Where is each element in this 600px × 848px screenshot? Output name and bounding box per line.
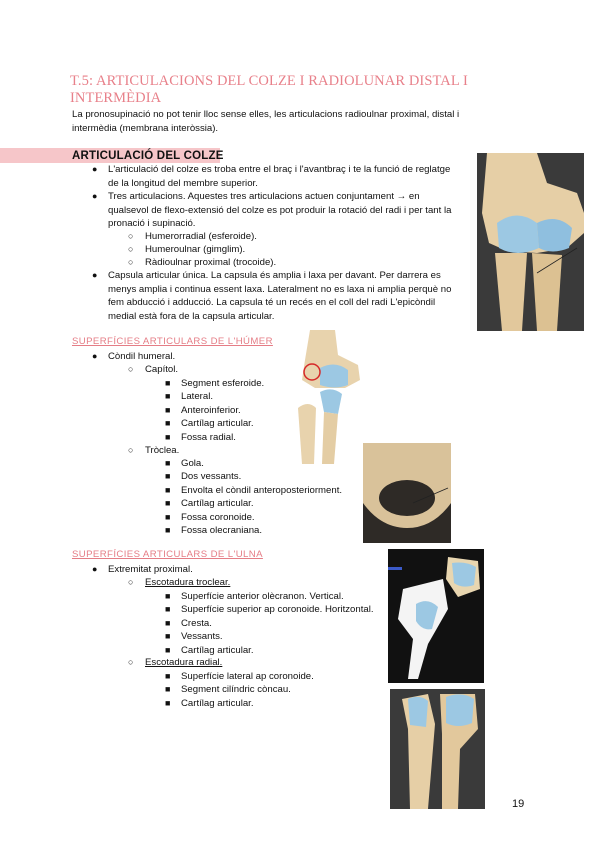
trochlea-illustration — [363, 443, 451, 543]
list-item: Superfície anterior olècranon. Vertical. — [181, 591, 344, 602]
square-bullet-icon: ■ — [165, 418, 171, 429]
square-bullet-icon: ■ — [165, 631, 171, 642]
bullet-icon: ● — [92, 164, 98, 174]
list-item: Fossa olecraniana. — [181, 525, 263, 536]
list-item: Cartílag articular. — [181, 644, 254, 656]
circle-bullet-icon: ○ — [128, 244, 134, 254]
circle-bullet-icon: ○ — [128, 445, 134, 455]
list-item: Capítol. — [145, 364, 179, 375]
intro-paragraph: La pronosupinació no pot tenir lloc sense elles, les articulacions radioulnar proximal, distal i intermèdia (membrana interòssia). — [72, 109, 460, 134]
square-bullet-icon: ■ — [165, 525, 171, 535]
square-bullet-icon: ■ — [165, 684, 171, 695]
bullet-text: L'articulació del colze es troba entre el braç i l'avantbraç i te la funció de reglatge de la longitud del membre superior. — [108, 164, 451, 189]
list-item: Fossa coronoide. — [181, 511, 255, 523]
square-bullet-icon: ■ — [165, 404, 171, 415]
list-item: Extremitat proximal. — [108, 564, 193, 575]
square-bullet-icon: ■ — [165, 484, 171, 495]
page-title: T.5: ARTICULACIONS DEL COLZE I RADIOLUNAR DISTAL I INTERMÈDIA — [70, 73, 468, 106]
circle-bullet-icon: ○ — [128, 257, 134, 267]
elbow-joint-illustration — [477, 153, 584, 331]
square-bullet-icon: ■ — [165, 617, 171, 628]
bullet-icon: ● — [92, 191, 98, 201]
page-number: 19 — [512, 798, 525, 810]
list-item: Humeroulnar (gimglim). — [145, 244, 246, 255]
list-item: Segment esferoide. — [181, 378, 265, 389]
humerus-illustration — [290, 330, 362, 464]
bullet-text: Capsula articular única. La capsula és amplia i laxa per davant. Per darrera es menys amplia i continua essent laxa. Lateralment no es laxa ni amplia perquè no fem abducció i adducció. La capsula té un recés en el coll del radi L'epicòndil medial està fora de la capsula articular. — [108, 270, 452, 322]
list-item: Vessants. — [181, 631, 223, 643]
square-bullet-icon: ■ — [165, 431, 171, 442]
list-item: Envolta el còndil anteroposteriorment. — [181, 484, 343, 496]
square-bullet-icon: ■ — [165, 671, 171, 681]
square-bullet-icon: ■ — [165, 378, 171, 388]
square-bullet-icon: ■ — [165, 697, 171, 708]
list-item: Gola. — [181, 458, 204, 469]
square-bullet-icon: ■ — [165, 604, 171, 615]
list-item: Còndil humeral. — [108, 351, 176, 362]
bullet-icon: ● — [92, 270, 98, 280]
list-item: Escotadura troclear. — [145, 577, 231, 588]
circle-bullet-icon: ○ — [128, 364, 134, 374]
bullet-text: Tres articulacions. Aquestes tres articulacions actuen conjuntament → en qualsevol de flexo-extensió del colze es pot produir la rotació del radi i per tant la pronació i supinació. — [108, 191, 452, 229]
subsection-heading-humer: SUPERFÍCIES ARTICULARS DE L'HÚMER — [72, 336, 273, 347]
list-item: Cartílag articular. — [181, 418, 254, 430]
list-item: Fossa radial. — [181, 431, 236, 443]
circle-bullet-icon: ○ — [128, 577, 134, 587]
list-item: Escotadura radial. — [145, 657, 223, 668]
list-item: Humerorradial (esferoide). — [145, 231, 257, 242]
square-bullet-icon: ■ — [165, 471, 171, 482]
square-bullet-icon: ■ — [165, 644, 171, 655]
circle-bullet-icon: ○ — [128, 657, 134, 667]
list-item: Cartílag articular. — [181, 498, 254, 510]
list-item: Tròclea. — [145, 445, 180, 456]
circle-bullet-icon: ○ — [128, 231, 134, 241]
list-item: Superfície superior ap coronoide. Horitzontal. — [181, 604, 374, 616]
bullet-icon: ● — [92, 564, 98, 574]
square-bullet-icon: ■ — [165, 511, 171, 522]
square-bullet-icon: ■ — [165, 391, 171, 402]
bullet-icon: ● — [92, 351, 98, 361]
forearm-joint-illustration — [390, 689, 485, 809]
list-item: Cartílag articular. — [181, 697, 254, 709]
list-item: Anteroinferior. — [181, 404, 241, 416]
square-bullet-icon: ■ — [165, 498, 171, 509]
square-bullet-icon: ■ — [165, 591, 171, 601]
list-item: Dos vessants. — [181, 471, 242, 483]
square-bullet-icon: ■ — [165, 458, 171, 468]
ulna-illustration — [388, 549, 484, 683]
list-item: Cresta. — [181, 617, 212, 629]
list-item: Segment cilíndric còncau. — [181, 684, 291, 696]
subsection-heading-ulna: SUPERFÍCIES ARTICULARS DE L'ULNA — [72, 549, 263, 560]
section-heading: ARTICULACIÓ DEL COLZE — [72, 150, 224, 162]
list-item: Superfície lateral ap coronoide. — [181, 671, 314, 682]
list-item: Ràdioulnar proximal (trocoide). — [145, 257, 277, 268]
list-item: Lateral. — [181, 391, 213, 403]
